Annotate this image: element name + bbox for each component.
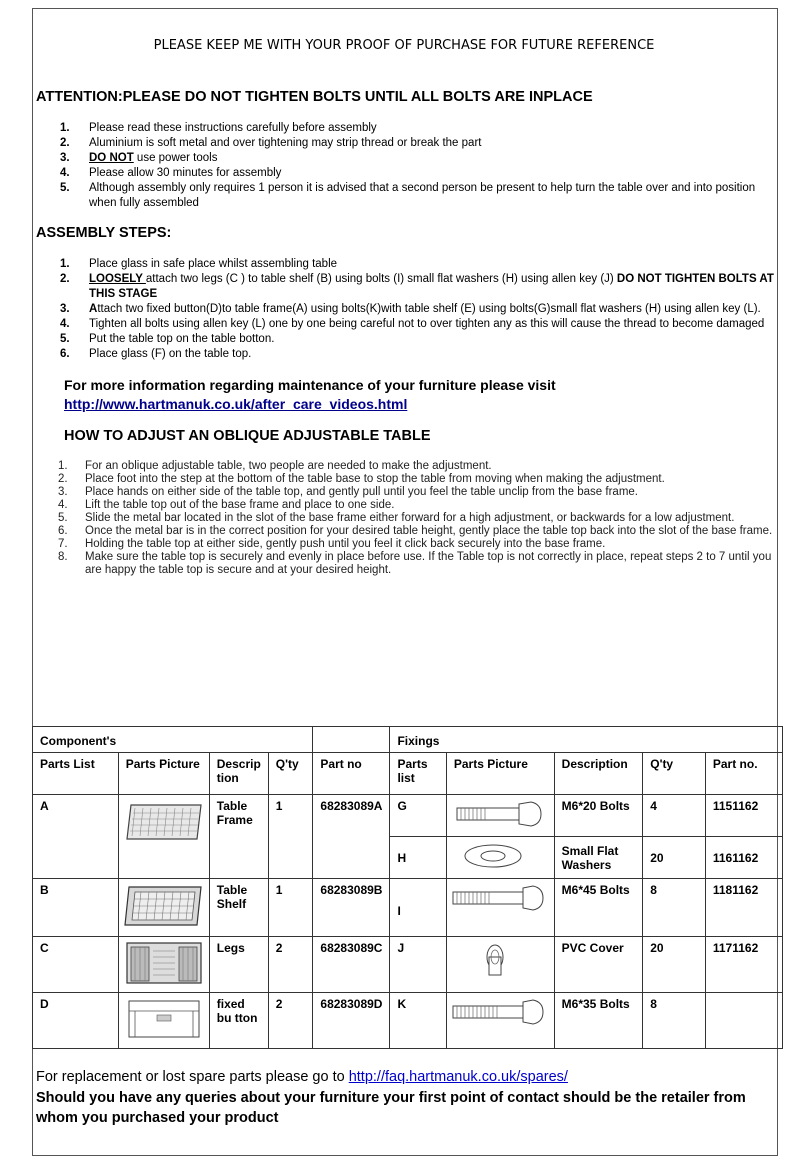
pvc-cover-icon [451,941,547,981]
legs-icon [123,941,205,985]
bolt-icon [451,799,547,829]
assembly-item: 4. Tighten all bolts using allen key (L) one by one being careful not to over tighten any as this will cause the thread to become damaged [60,318,765,330]
washer-image [446,837,554,879]
assembly-list [60,257,775,362]
washer-icon [451,841,547,871]
header-part-no: Part no [313,753,390,795]
queries-text: Should you have any queries about your furniture your first point of contact should be the retailer from whom you purchased your product [36,1090,746,1126]
table-frame-icon [123,799,205,843]
oblique-item: 4. Lift the table top out of the base frame and place to one side. [58,499,395,511]
table-row: A Table Frame 1 68283089A G M6*20 Bolts 4 1151162 [33,795,783,837]
attention-list [60,121,775,211]
maintenance-text: For more information regarding maintenance of your furniture please visit [64,377,556,393]
fixed-button-icon [123,997,205,1041]
attention-heading: ATTENTION:PLEASE DO NOT TIGHTEN BOLTS UNTIL ALL BOLTS ARE INPLACE [36,89,593,105]
oblique-list [58,460,776,577]
header-fixings-description: Description [554,753,643,795]
table-row: D fixed bu tton 2 68283089D K M6*35 Bolts 8 [33,993,783,1049]
table-shelf-image [118,879,209,937]
attention-item: 5. Although assembly only requires 1 person it is advised that a second person be present to help turn the table over and into position when fully assembled [60,182,756,209]
pvc-cover-image [446,937,554,993]
table-row: H Small Flat Washers 20 1161162 [33,837,783,879]
table-row: C Legs 2 68283089C J PVC Cover 20 1171162 [33,937,783,993]
bolt-icon [451,997,547,1027]
oblique-item: 8. Make sure the table top is securely and evenly in place before use. If the Table top is not correctly in place, repeat steps 2 to 7 until you are happy the table top is secure and at your desired height. [58,551,772,576]
header-fixings-part-no: Part no. [705,753,782,795]
assembly-item: 1. Place glass in safe place whilst assembling table [60,258,338,270]
header-fixings-parts-picture: Parts Picture [446,753,554,795]
table-frame-image [118,795,209,879]
assembly-item: 6. Place glass (F) on the table top. [60,348,252,360]
oblique-item: 5. Slide the metal bar located in the slot of the base frame either forward for a high adjustment, or backwards for a low adjustment. [58,512,735,524]
attention-item: 4. Please allow 30 minutes for assembly [60,167,282,179]
header-parts-picture: Parts Picture [118,753,209,795]
after-care-link[interactable]: http://www.hartmanuk.co.uk/after_care_videos.html [64,396,408,412]
bolt-icon [451,883,547,913]
bolt-m6x20-image [446,795,554,837]
spares-link[interactable]: http://faq.hartmanuk.co.uk/spares/ [348,1069,568,1085]
assembly-item: 3. Attach two fixed button(D)to table frame(A) using bolts(K)with table shelf (E) using bolts(G)small flat washers (H) using allen key (L). [60,303,761,315]
attention-item: 2. Aluminium is soft metal and over tightening may strip thread or break the part [60,137,482,149]
attention-item: 3. DO NOT use power tools [60,152,218,164]
assembly-heading: ASSEMBLY STEPS: [36,225,172,241]
bolt-m6x45-image [446,879,554,937]
legs-image [118,937,209,993]
fixed-button-image [118,993,209,1049]
header-description: Descrip tion [209,753,268,795]
oblique-heading: HOW TO ADJUST AN OBLIQUE ADJUSTABLE TABLE [64,428,431,444]
header-parts-list: Parts List [33,753,119,795]
header-qty: Q'ty [268,753,313,795]
parts-table [32,726,783,1049]
replacement-line: For replacement or lost spare parts please go to http://faq.hartmanuk.co.uk/spares/ [36,1069,568,1085]
oblique-item: 6. Once the metal bar is in the correct position for your desired table height, gently place the table top back into the slot of the base frame. [58,525,773,537]
table-shelf-icon [123,883,205,929]
assembly-item: 5. Put the table top on the table botton. [60,333,275,345]
oblique-item: 1. For an oblique adjustable table, two people are needed to make the adjustment. [58,460,492,472]
bolt-m6x35-image [446,993,554,1049]
components-label: Component's [33,727,313,753]
oblique-item: 7. Holding the table top at either side, gently push until you feel it click back securely into the base frame. [58,538,606,550]
assembly-item: 2. LOOSELY attach two legs (C ) to table shelf (B) using bolts (I) small flat washers (H) using allen key (J) DO NOT TIGHTEN BOLTS AT THIS STAGE [60,273,774,300]
table-row: B Table Shelf 1 68283089B I M6*45 Bolts 8 1181162 [33,879,783,937]
oblique-item: 3. Place hands on either side of the table top, and gently pull until you feel the table unclip from the base frame. [58,486,638,498]
keep-notice: PLEASE KEEP ME WITH YOUR PROOF OF PURCHASE FOR FUTURE REFERENCE [153,38,655,53]
header-fixings-parts-list: Parts list [390,753,446,795]
header-fixings-qty: Q'ty [643,753,706,795]
fixings-label: Fixings [390,727,783,753]
oblique-item: 2. Place foot into the step at the bottom of the table base to stop the table from moving when making the adjustment. [58,473,665,485]
attention-item: 1. Please read these instructions carefully before assembly [60,122,377,134]
